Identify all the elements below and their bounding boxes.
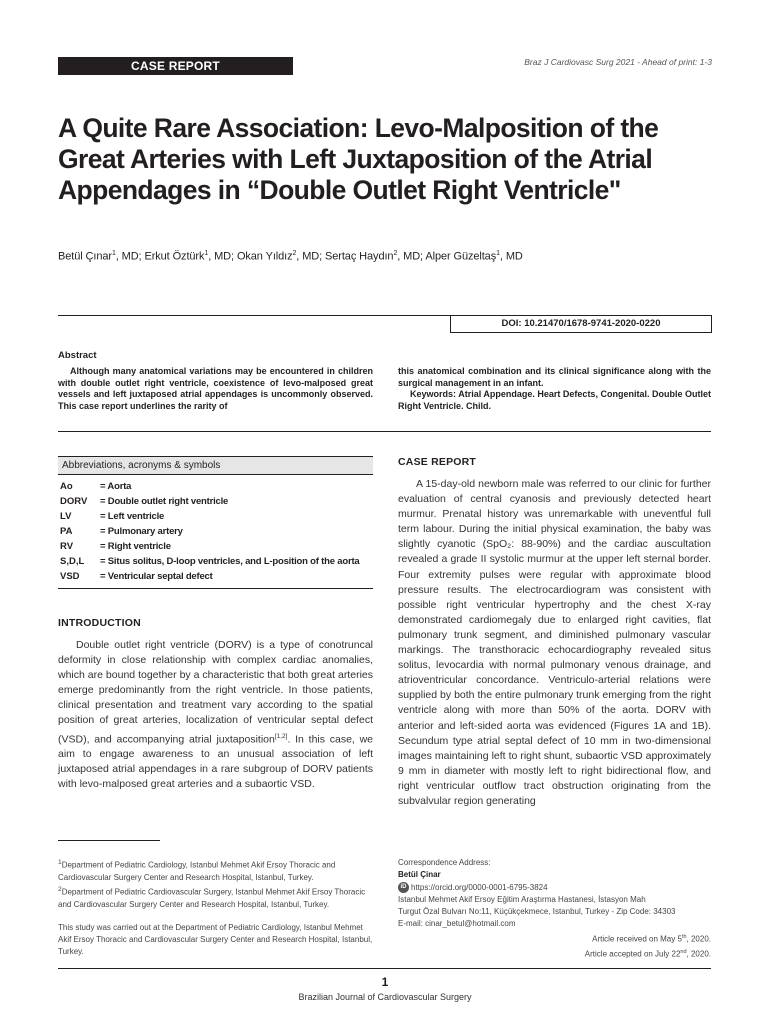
author-affiliation: 1 [111,250,116,257]
abbreviation-key: Ao [60,481,73,492]
affiliations [58,857,373,958]
author-affiliation: 2 [393,250,398,257]
abbreviation-row [58,524,373,539]
abbreviation-value: = Ventricular septal defect [100,571,213,582]
case-report-paragraph: A 15-day-old newborn male was referred to our clinic for further evaluation of central cyanosis and previously detected heart murmur. Prenatal history was unremarkable with uneventful full term labour. During the initial physical examination, the baby was slightly cyanotic (SpO₂: 88-90%) and the cardiac auscultation revealed a grade II systolic murmur at the upper left sternal border. Four extremity pulses were regular with approximate blood pressure results. The electrocardiogram was consistent with possible right ventricular hypertrophy and the chest X-ray demonstrated cardiomegaly due to enlarged right cavities, flat pulmonary trunk segment, and diminished pulmonary vascular markings. The transthoracic echocardiography revealed situs solitus, levocardia with normal pulmonary venous drainage, and atrioventricular concordance. Ventriculo-arterial relations were supplied by both the entire pulmonary trunk emerging from the right ventricle along with more than 50% of the aorta. DORV with anterior and left-sided aorta was evidenced (Figures 1A and 1B). Secundum type atrial septal defect of 10 mm in two-dimensional images maintaining left to right shunt, subaortic VSD approximately 9 mm in diameter with mostly left to right bidirectional flow, and right ventricular outflow tract obstruction originating from the subvalvular region generating [398,478,711,807]
author-name: Okan Yıldız [236,250,293,263]
correspondence [398,857,711,961]
case-report-heading: CASE REPORT [398,456,477,468]
author-affiliation: 2 [292,250,297,257]
affiliation-2: $^2$Department of Pediatric Cardiovascular Surgery, Istanbul Mehmet Akif Ersoy Thoracic and Cardiovascular Surgery Center and Research Hospital, Istanbul, Turkey. [58,886,366,910]
abbreviation-value: = Left ventricle [100,511,165,522]
abbreviation-row [58,509,373,524]
abbreviation-key: LV [60,511,72,522]
abbreviation-value: = Situs solitus, D-loop ventricles, and L-position of the aorta [100,556,360,567]
journal-name-footer: Brazilian Journal of Cardiovascular Surgery [298,992,472,1002]
abbreviation-row [58,569,373,584]
abbreviations-rule [58,588,373,589]
intro-text-part: Double outlet right ventricle (DORV) is a type of conotruncal deformity in close relationship with complex cardiac anomalies, which are bound together by a characteristic that both great arteries emerge predominantly from the right ventricle. In those patients, clinical presentation and treatment vary according to the spatial position of great arteries, localization of ventricular septal defect (VSD), and accompanying atrial juxtaposition [58,639,373,746]
article-title: A Quite Rare Association: Levo-Malposition of the Great Arteries with Left Juxtaposition of the Atrial Appendages in “Double Outlet Right Ventricle" [58,113,659,205]
author-degree: , MD; [296,250,326,263]
abbreviations-box [58,456,373,589]
doi-box[interactable]: DOI: 10.21470/1678-9741-2020-0220 [450,315,712,333]
author-name: Sertaç Haydın [325,250,394,263]
abbreviations-list [58,475,373,584]
address-line-1: Istanbul Mehmet Akif Ersoy Eğitim Araştırma Hastanesi, İstasyon Mah [398,894,646,904]
abstract-right-column [398,366,711,412]
abstract-heading: Abstract [58,350,97,361]
abstract-keywords: Keywords: Atrial Appendage. Heart Defects, Congenital. Double Outlet Right Ventricle. Child. [398,389,711,411]
author-list [58,250,523,263]
correspondence-name: Betül Çinar [398,870,441,880]
abbreviation-key: RV [60,541,74,552]
introduction-heading: INTRODUCTION [58,617,141,629]
abbreviation-key: VSD [60,571,80,582]
abbreviation-row [58,539,373,554]
author-name: Betül Çınar [58,250,112,263]
journal-reference: Braz J Cardiovasc Surg 2021 - Ahead of print: 1-3 [524,57,712,67]
correspondence-label: Correspondence Address: [398,858,491,867]
abbreviation-value: = Double outlet right ventricle [100,496,229,507]
abbreviation-key: PA [60,526,73,537]
introduction-body [58,638,373,792]
abbreviation-row [58,554,373,569]
abstract-left-column [58,366,373,412]
footer-rule [58,968,711,969]
author-name: Alper Güzeltaş [425,250,497,263]
citation-ref[interactable]: [1,2] [274,732,288,740]
abstract-text-right: this anatomical combination and its clinical significance along with the surgical management in an infant. [398,366,711,388]
received-date: Article received on May 5th, 2020. [592,933,711,944]
author-degree: , MD; [397,250,426,263]
author-affiliation: 1 [496,250,500,257]
footnote-rule [58,840,160,841]
author-degree: , MD; [115,250,145,263]
abbreviations-heading: Abbreviations, acronyms & symbols [58,456,373,475]
page-number: 1 [381,975,389,989]
accepted-date: Article accepted on July 22nd, 2020. [584,948,711,959]
section-label: CASE REPORT [58,57,293,75]
case-report-body [398,477,711,809]
abbreviation-value: = Aorta [100,481,132,492]
author-degree: , MD; [208,250,237,263]
abstract-text-left: Although many anatomical variations may be encountered in children with double outlet right ventricle, coexistence of levo-malposed great vessels and left juxtaposed atrial appendages is uncommonly observed. This case report underlines the rarity of [58,366,373,411]
introduction-paragraph [58,638,373,792]
abbreviation-row [58,494,373,509]
author-affiliation: 1 [204,250,209,257]
abbreviation-value: = Right ventricle [100,541,171,552]
affiliation-1: $^1$Department of Pediatric Cardiology, Istanbul Mehmet Akif Ersoy Thoracic and Cardiovascular Surgery Center and Research Hospital, Istanbul, Turkey. [58,859,336,882]
orcid-link[interactable]: https://orcid.org/0000-0001-6795-3824 [411,882,548,892]
abbreviation-row [58,479,373,494]
email[interactable]: E-mail: cinar_betul@hotmail.com [398,919,516,929]
author-name: Erkut Öztürk [144,250,205,263]
abbreviation-key: S,D,L [60,556,85,567]
abstract-rule [58,431,711,432]
author-degree: , MD [499,250,523,263]
study-note: This study was carried out at the Department of Pediatric Cardiology, Istanbul Mehmet Akif Ersoy Thoracic and Cardiovascular Surgery Center and Research Hospital, Istanbul, Turkey. [58,922,373,957]
orcid-line[interactable] [398,882,711,894]
intro-text-part: . In this case, we aim to engage awareness to an unusual association of left juxtaposed atrial appendages in a rare subgroup of DORV patients with levo-malposed great arteries and a subaortic VSD. [58,733,373,791]
address-line-2: Turgut Özal Bulvarı No:11, Küçükçekmece, Istanbul, Turkey - Zip Code: 34303 [398,907,676,917]
orcid-icon: iD [398,882,409,893]
abbreviation-key: DORV [60,496,88,507]
abbreviation-value: = Pulmonary artery [100,526,183,537]
